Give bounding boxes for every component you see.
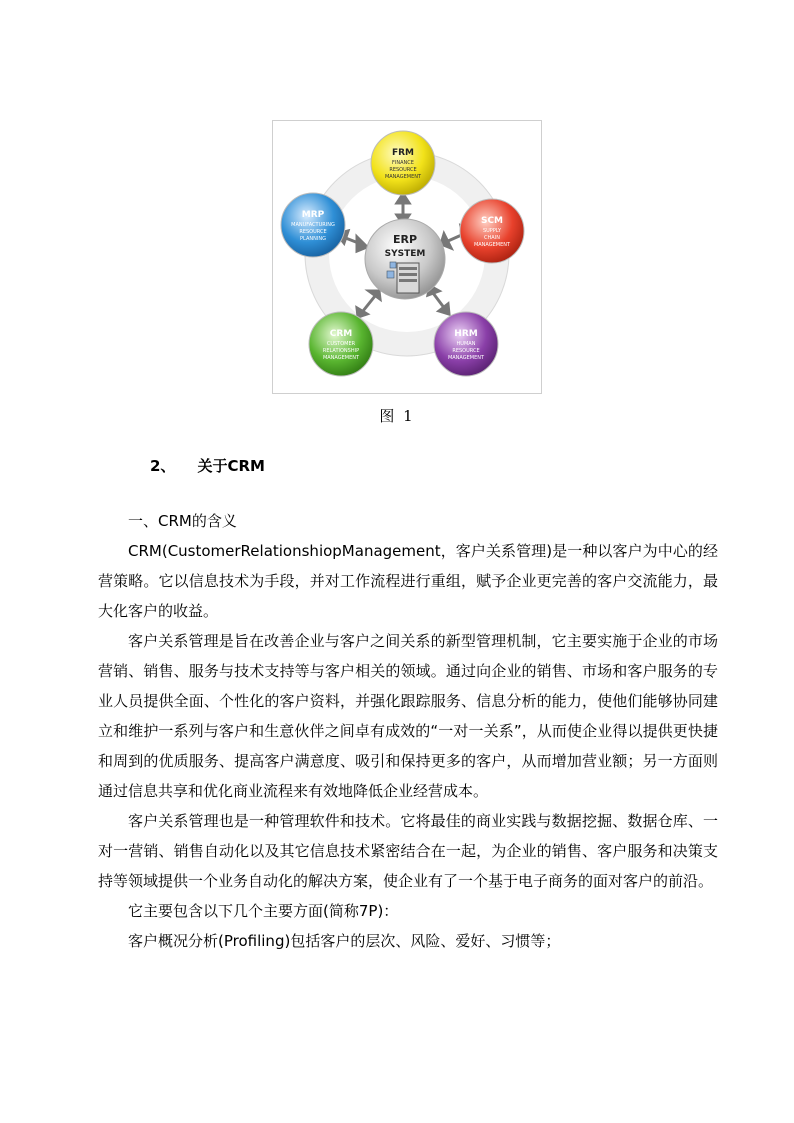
module-mrp-line: PLANNING xyxy=(300,236,326,242)
module-crm-line: CUSTOMER xyxy=(326,341,356,347)
section-heading xyxy=(150,455,265,476)
center-subtitle: SYSTEM xyxy=(384,249,426,259)
module-mrp-line: RESOURCE xyxy=(299,229,327,235)
module-scm-line: MANAGEMENT xyxy=(473,242,511,248)
erp-diagram xyxy=(273,121,541,393)
module-scm-line: SUPPLY xyxy=(482,228,502,234)
module-frm-line: FINANCE xyxy=(392,160,414,166)
module-mrp-sphere xyxy=(281,193,345,257)
module-hrm-line: RESOURCE xyxy=(452,348,480,354)
module-hrm-abbr: HRM xyxy=(454,329,478,339)
module-scm-abbr: SCM xyxy=(480,216,504,226)
subheading: 一、CRM的含义 xyxy=(128,512,237,530)
body-text xyxy=(98,536,718,956)
module-mrp-line: MANUFACTURING xyxy=(291,222,335,228)
module-frm-line: RESOURCE xyxy=(389,167,417,173)
module-frm-abbr: FRM xyxy=(391,148,415,158)
module-frm-sphere xyxy=(371,131,435,195)
erp-diagram-figure xyxy=(272,120,542,394)
paragraph-4: 它主要包含以下几个主要方面(简称7P)： xyxy=(128,902,399,920)
module-scm-line: CHAIN xyxy=(484,235,500,241)
module-hrm-sphere xyxy=(434,312,498,376)
paragraph-3: 客户关系管理也是一种管理软件和技术。它将最佳的商业实践与数据挖掘、数据仓库、一对一营销、销售自动化以及其它信息技术紧密结合在一起，为企业的销售、客户服务和决策支持等领域提供一个业务自动化的解决方案，使企业有了一个基于电子商务的面对客户的前沿。 xyxy=(98,812,718,890)
module-hrm-line: HUMAN xyxy=(456,341,476,347)
center-title: ERP xyxy=(392,233,418,246)
paragraph-1: CRM(CustomerRelationshiopManagement，客户关系管理)是一种以客户为中心的经营策略。它以信息技术为手段，并对工作流程进行重组，赋予企业更完善的客户交流能力，最大化客户的收益。 xyxy=(98,542,718,620)
module-crm-abbr: CRM xyxy=(329,329,353,339)
module-crm-sphere xyxy=(309,312,373,376)
module-crm-line: MANAGEMENT xyxy=(322,355,360,361)
module-frm-line: MANAGEMENT xyxy=(384,174,422,180)
paragraph-2: 客户关系管理是旨在改善企业与客户之间关系的新型管理机制，它主要实施于企业的市场营销、销售、服务与技术支持等与客户相关的领域。通过向企业的销售、市场和客户服务的专业人员提供全面、个性化的客户资料，并强化跟踪服务、信息分析的能力，使他们能够协同建立和维护一系列与客户和生意伙伴之间卓有成效的“一对一关系”，从而使企业得以提供更快捷和周到的优质服务、提高客户满意度、吸引和保持更多的客户，从而增加营业额；另一方面则通过信息共享和优化商业流程来有效地降低企业经营成本。 xyxy=(98,632,718,800)
module-crm-line: RELATIONSHIP xyxy=(322,348,360,354)
module-scm-sphere xyxy=(460,199,524,263)
section-title: 关于CRM xyxy=(197,457,265,475)
module-hrm-line: MANAGEMENT xyxy=(447,355,485,361)
module-mrp-abbr: MRP xyxy=(301,210,325,220)
section-number: 2、 xyxy=(150,457,176,475)
paragraph-5: 客户概况分析(Profiling)包括客户的层次、风险、爱好、习惯等； xyxy=(128,932,561,950)
figure-caption: 图 1 xyxy=(379,407,415,425)
